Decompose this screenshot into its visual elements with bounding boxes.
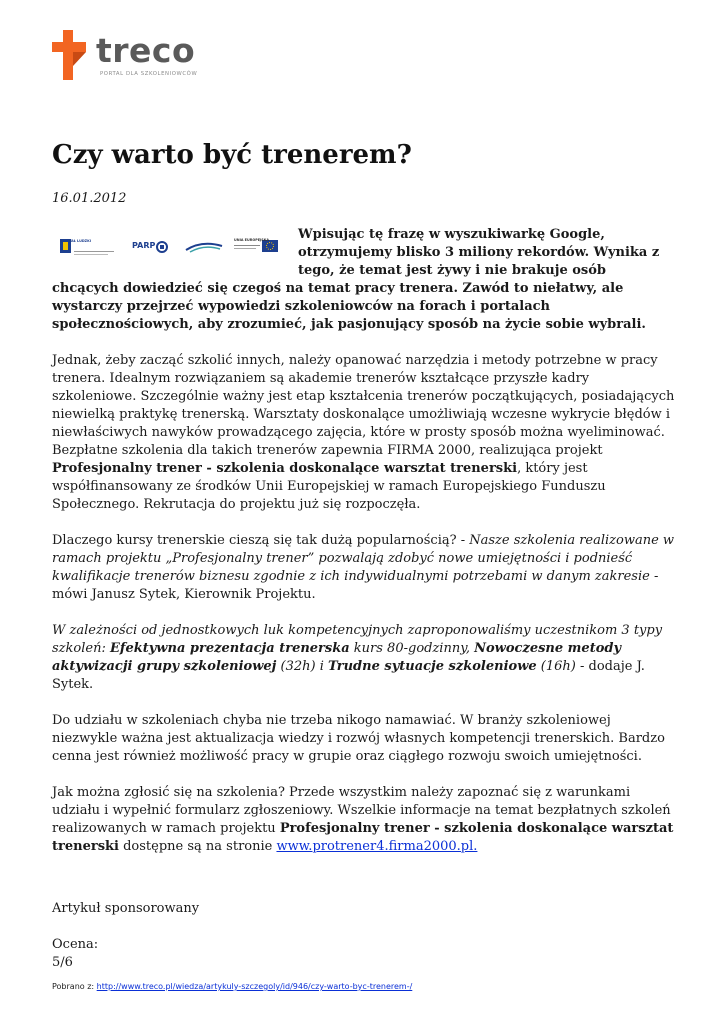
course-3-name: Trudne sytuacje szkoleniowe — [328, 659, 537, 674]
source-footer — [52, 982, 412, 991]
course-2-name: Nowoczesne metody aktywizacji grupy szkoleniowej — [52, 641, 622, 674]
p4-text-e: - dodaje J. Sytek. — [52, 659, 645, 692]
treco-cross-icon — [52, 30, 92, 80]
source-prefix: Pobrano z: — [52, 982, 97, 991]
paragraph-3 — [52, 532, 677, 604]
rating-label: Ocena: — [52, 937, 99, 952]
esf-swoosh-logo — [182, 236, 226, 258]
eu-label: UNIA EUROPEJSKA — [234, 238, 269, 242]
p4-italic-a: W zależności od jednostkowych luk kompetencyjnych zaproponowaliśmy uczestnikom 3 typy szkoleń: — [52, 623, 663, 656]
lead-text: Wpisując tę frazę w wyszukiwarkę Google, otrzymujemy blisko 3 miliony rekordów. Wynika z tego, że temat jest żywy i nie brakuje osób chcących dowiedzieć się czegoś na temat pracy trenera. Zawód to niełatwy, ale wystarczy przejrzeć wypowiedzi szkoleniowców na forach i portalach społecznościowych, aby zrozumieć, jak pasjonujący sposób na życie sobie wybrali. — [52, 227, 660, 332]
partner-logos — [52, 226, 284, 276]
kapital-ludzki-label: KAPITAŁ LUDZKI — [60, 239, 91, 243]
source-link[interactable]: http://www.treco.pl/wiedza/artykuly-szczegoly/id/946/czy-warto-byc-trenerem-/ — [96, 982, 413, 991]
p2-text-b: , który jest współfinansowany ze środków Unii Europejskiej w ramach Europejskiego Funduszu Społecznego. Rekrutacja do projektu już się rozpoczęła. — [52, 461, 606, 512]
logo-tagline: PORTAL DLA SZKOLENIOWCÓW — [100, 71, 198, 77]
p4-italic-d: (16h) — [536, 659, 576, 674]
p6-text-b: dostępne są na stronie — [118, 839, 277, 854]
swoosh-icon — [182, 236, 226, 258]
lead-paragraph — [52, 226, 677, 334]
p4-italic-c: (32h) i — [276, 659, 329, 674]
project-website-link[interactable]: www.protrener4.firma2000.pl. — [276, 839, 478, 854]
rating-value: 5/6 — [52, 955, 73, 970]
p4-italic-b: kurs 80-godzinny, — [349, 641, 475, 656]
paragraph-4 — [52, 622, 677, 694]
article-body — [52, 226, 677, 972]
paragraph-6 — [52, 784, 677, 856]
spacer — [52, 874, 677, 900]
p3-text-a: Dlaczego kursy trenerskie cieszą się tak dużą popularnością? - — [52, 533, 470, 548]
paragraph-2 — [52, 352, 677, 514]
p2-text-a: Jednak, żeby zacząć szkolić innych, należy opanować narzędzia i metody potrzebne w pracy trenera. Idealnym rozwiązaniem są akademie trenerów kształcące przyszłe kadry szkoleniowe. Szczególnie ważny jest etap kształcenia trenerów początkujących, posiadających niewielką praktykę trenerską. Warsztaty doskonalące umożliwiają wczesne wykrycie błędów i niewłaściwych nawyków prowadzącego zajęcia, które w prosty sposób można wyeliminować. Bezpłatne szkolenia dla takich trenerów zapewnia FIRMA 2000, realizująca projekt — [52, 353, 675, 458]
logo-wordmark: treco — [96, 31, 196, 70]
p6-project-name-bold: Profesjonalny trener - szkolenia doskonalące warsztat trenerski — [52, 821, 674, 854]
p6-text-a: Jak można zgłosić się na szkolenia? Przede wszystkim należy zapoznać się z warunkami udziału i wypełnić formularz zgłoszeniowy. Wszelkie informacje na temat bezpłatnych szkoleń realizowanych w ramach projektu — [52, 785, 671, 836]
paragraph-5: Do udziału w szkoleniach chyba nie trzeba nikogo namawiać. W branży szkoleniowej niezwykle ważna jest aktualizacja wiedzy i rozwój własnych kompetencji trenerskich. Bardzo cenna jest również możliwość pracy w grupie oraz ciągłego rozwoju swoich umiejętności. — [52, 713, 665, 764]
rating — [52, 936, 677, 972]
p3-quote: Nasze szkolenia realizowane w ramach projektu „Profesjonalny trener” pozwalają zdobyć nowe umiejętności i podnieść kwalifikacje trenerów biznesu zgodnie z ich indywidualnymi potrzebami w danym zakresie — [52, 533, 675, 584]
article-date: 16.01.2012 — [52, 191, 127, 206]
treco-logo[interactable] — [52, 30, 212, 80]
project-name-bold: Profesjonalny trener - szkolenia doskonalące warsztat trenerski — [52, 461, 518, 476]
parp-label: PARP — [132, 241, 156, 250]
course-1-name: Efektywna prezentacja trenerska — [109, 641, 350, 656]
sponsored-note: Artykuł sponsorowany — [52, 901, 200, 916]
p3-text-b: - mówi Janusz Sytek, Kierownik Projektu. — [52, 569, 659, 602]
article-title: Czy warto być trenerem? — [52, 140, 412, 170]
